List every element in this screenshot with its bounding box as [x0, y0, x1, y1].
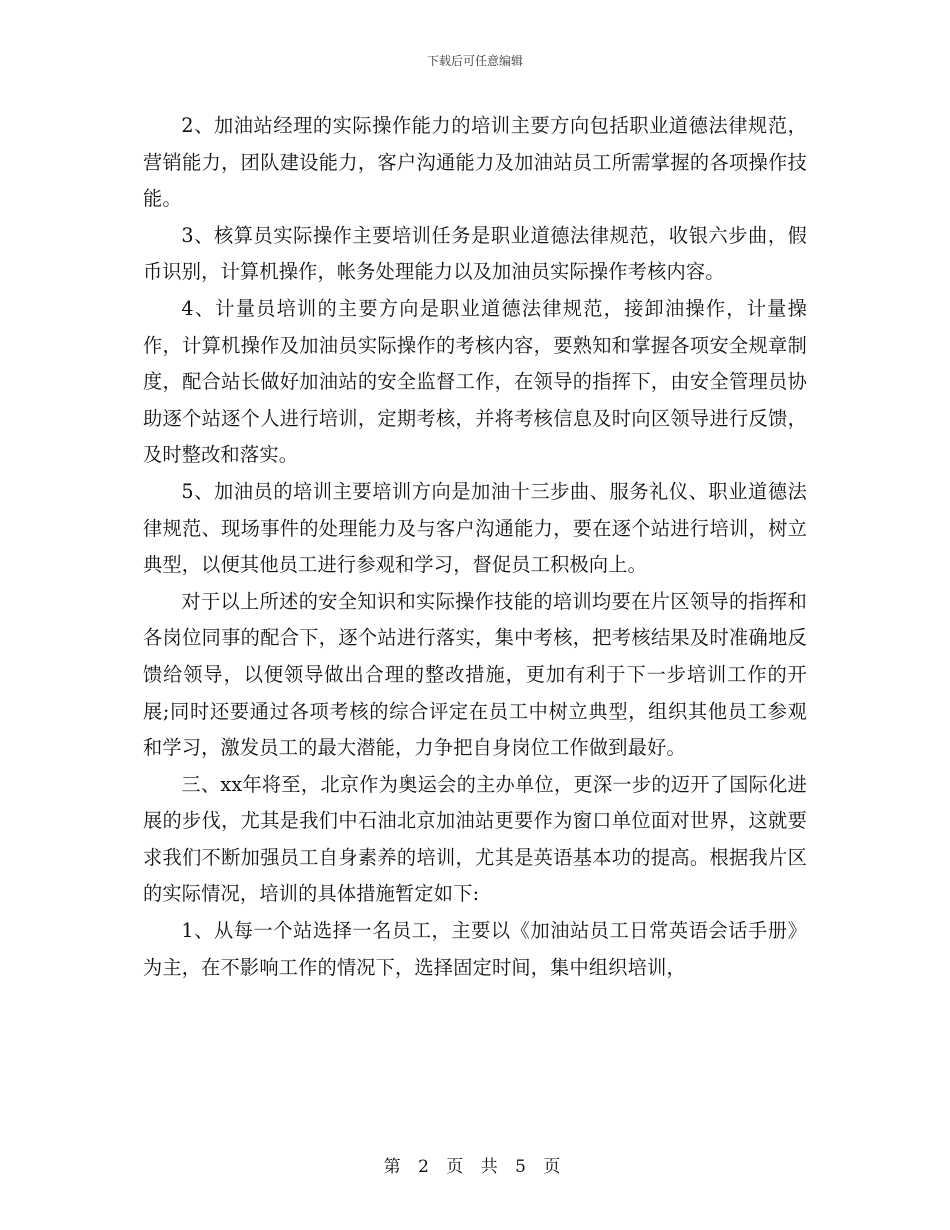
document-body — [143, 108, 807, 986]
paragraph-english-training: 1、从每一个站选择一名员工，主要以《加油站员工日常英语会话手册》为主，在不影响工作的情况下，选择固定时间，集中组织培训， — [143, 919, 807, 979]
paragraph-fueler-training: 5、加油员的培训主要培训方向是加油十三步曲、服务礼仪、职业道德法律规范、现场事件的处理能力及与客户沟通能力，要在逐个站进行培训，树立典型，以便其他员工进行参观和学习，督促员工积极向上。 — [143, 479, 807, 577]
paragraph-implementation: 对于以上所述的安全知识和实际操作技能的培训均要在片区领导的指挥和各岗位同事的配合下，逐个站进行落实，集中考核，把考核结果及时准确地反馈给领导，以便领导做出合理的整改措施，更加有利于下一步培训工作的开展;同时还要通过各项考核的综合评定在员工中树立典型，组织其他员工参观和学习，激发员工的最大潜能，力争把自身岗位工作做到最好。 — [143, 589, 807, 760]
page-header-note: 下载后可任意编辑 — [426, 54, 523, 68]
paragraph-metering-training: 4、计量员培训的主要方向是职业道德法律规范，接卸油操作，计量操作，计算机操作及加油员实际操作的考核内容，要熟知和掌握各项安全规章制度，配合站长做好加油站的安全监督工作，在领导的指挥下，由安全管理员协助逐个站逐个人进行培训，定期考核，并将考核信息及时向区领导进行反馈，及时整改和落实。 — [143, 296, 807, 467]
paragraph-section-three: 三、xx年将至，北京作为奥运会的主办单位，更深一步的迈开了国际化进展的步伐，尤其是我们中石油北京加油站更要作为窗口单位面对世界，这就要求我们不断加强员工自身素养的培训，尤其是英语基本功的提高。根据我片区的实际情况，培训的具体措施暂定如下: — [143, 772, 807, 906]
paragraph-accountant-training: 3、核算员实际操作主要培训任务是职业道德法律规范，收银六步曲，假币识别，计算机操作，帐务处理能力以及加油员实际操作考核内容。 — [143, 223, 807, 284]
page-number: 第 2 页 共 5 页 — [383, 1157, 567, 1177]
paragraph-manager-training: 2、加油站经理的实际操作能力的培训主要方向包括职业道德法律规范，营销能力，团队建设能力，客户沟通能力及加油站员工所需掌握的各项操作技能。 — [143, 114, 807, 211]
